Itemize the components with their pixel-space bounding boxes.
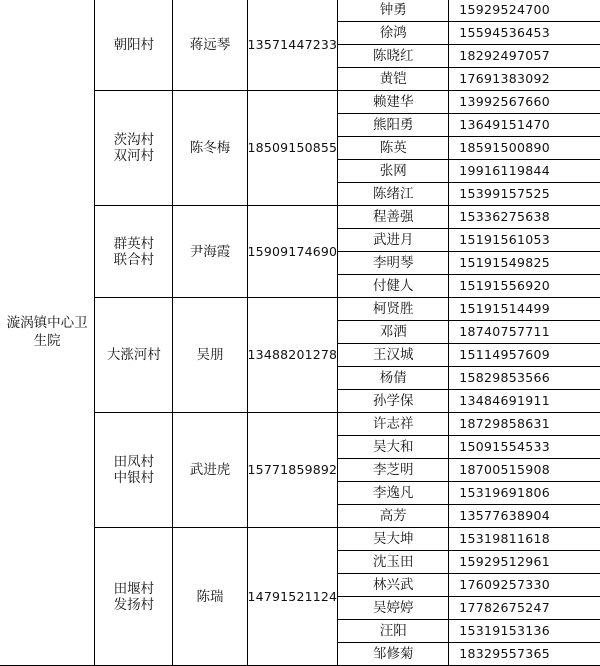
member-name: 邹修菊 bbox=[338, 643, 449, 666]
member-name: 邓洒 bbox=[338, 321, 449, 344]
member-name: 陈英 bbox=[338, 137, 449, 160]
member-phone: 15091554533 bbox=[449, 436, 600, 459]
member-phone: 18292497057 bbox=[449, 45, 600, 68]
village-name-line: 田堰村 bbox=[113, 580, 155, 597]
member-name: 程善强 bbox=[338, 206, 449, 229]
village-head-phone: 14791521124 bbox=[247, 528, 338, 666]
village-name-line: 田凤村 bbox=[113, 454, 155, 470]
member-name: 熊阳勇 bbox=[338, 114, 449, 137]
member-name: 王汉城 bbox=[338, 344, 449, 367]
village-name bbox=[95, 206, 173, 298]
member-phone: 15191549825 bbox=[449, 252, 600, 275]
member-name: 钟勇 bbox=[338, 0, 449, 22]
member-phone: 15319811618 bbox=[449, 528, 600, 551]
member-name: 李芝明 bbox=[338, 459, 449, 482]
member-name: 汪阳 bbox=[338, 620, 449, 643]
member-name: 李明琴 bbox=[338, 252, 449, 275]
village-name bbox=[95, 413, 173, 528]
village-head-phone: 15909174690 bbox=[247, 206, 338, 298]
member-name: 付健人 bbox=[338, 275, 449, 298]
village-name-line: 朝阳村 bbox=[113, 36, 155, 53]
table-row bbox=[0, 0, 600, 22]
member-phone: 15929512961 bbox=[449, 551, 600, 574]
member-name: 陈绪江 bbox=[338, 183, 449, 206]
village-name-line: 双河村 bbox=[113, 148, 155, 164]
member-phone: 18700515908 bbox=[449, 459, 600, 482]
village-name-line: 大涨河村 bbox=[106, 347, 161, 363]
member-name: 林兴武 bbox=[338, 574, 449, 597]
village-name-line: 联合村 bbox=[113, 251, 155, 268]
village-head-phone: 13488201278 bbox=[247, 298, 338, 413]
village-head: 吴朋 bbox=[173, 298, 247, 413]
member-phone: 15191556920 bbox=[449, 275, 600, 298]
member-phone: 15319153136 bbox=[449, 620, 600, 643]
member-phone: 17782675247 bbox=[449, 597, 600, 620]
member-phone: 15829853566 bbox=[449, 367, 600, 390]
member-phone: 13577638904 bbox=[449, 505, 600, 528]
member-name: 黄铠 bbox=[338, 68, 449, 91]
member-name: 许志祥 bbox=[338, 413, 449, 436]
member-name: 赖建华 bbox=[338, 91, 449, 114]
member-name: 吴大坤 bbox=[338, 528, 449, 551]
member-phone: 15399157525 bbox=[449, 183, 600, 206]
village-name-line: 发扬村 bbox=[113, 596, 155, 613]
village-name bbox=[95, 528, 173, 666]
village-head: 尹海霞 bbox=[173, 206, 247, 298]
member-name: 武进月 bbox=[338, 229, 449, 252]
member-phone: 17609257330 bbox=[449, 574, 600, 597]
member-phone: 15336275638 bbox=[449, 206, 600, 229]
member-name: 李逸凡 bbox=[338, 482, 449, 505]
village-name bbox=[95, 298, 173, 413]
member-name: 吴婷婷 bbox=[338, 597, 449, 620]
village-head-phone: 15771859892 bbox=[247, 413, 338, 528]
village-name-line: 中银村 bbox=[113, 470, 155, 486]
village-name bbox=[95, 91, 173, 206]
village-name bbox=[95, 0, 173, 91]
member-phone: 15319691806 bbox=[449, 482, 600, 505]
village-head-phone: 13571447233 bbox=[247, 0, 338, 91]
village-head: 蒋远琴 bbox=[173, 0, 247, 91]
member-phone: 15594536453 bbox=[449, 22, 600, 45]
member-name: 陈晓红 bbox=[338, 45, 449, 68]
member-name: 孙学保 bbox=[338, 390, 449, 413]
member-name: 高芳 bbox=[338, 505, 449, 528]
member-name: 张网 bbox=[338, 160, 449, 183]
hospital-name: 漩涡镇中心卫生院 bbox=[0, 0, 95, 666]
village-head: 陈瑞 bbox=[173, 528, 247, 666]
village-head: 陈冬梅 bbox=[173, 91, 247, 206]
member-phone: 13649151470 bbox=[449, 114, 600, 137]
member-name: 杨倩 bbox=[338, 367, 449, 390]
member-phone: 13484691911 bbox=[449, 390, 600, 413]
member-phone: 17691383092 bbox=[449, 68, 600, 91]
member-name: 吴大和 bbox=[338, 436, 449, 459]
member-phone: 18740757711 bbox=[449, 321, 600, 344]
member-phone: 18329557365 bbox=[449, 643, 600, 666]
member-phone: 15114957609 bbox=[449, 344, 600, 367]
member-name: 柯贤胜 bbox=[338, 298, 449, 321]
member-phone: 19916119844 bbox=[449, 160, 600, 183]
village-name-line: 茨沟村 bbox=[113, 132, 155, 148]
member-phone: 18729858631 bbox=[449, 413, 600, 436]
village-head-phone: 18509150855 bbox=[247, 91, 338, 206]
village-name-line: 群英村 bbox=[113, 235, 155, 252]
village-head: 武进虎 bbox=[173, 413, 247, 528]
member-name: 沈玉田 bbox=[338, 551, 449, 574]
member-phone: 13992567660 bbox=[449, 91, 600, 114]
member-phone: 18591500890 bbox=[449, 137, 600, 160]
member-phone: 15191514499 bbox=[449, 298, 600, 321]
member-name: 徐鸿 bbox=[338, 22, 449, 45]
member-phone: 15191561053 bbox=[449, 229, 600, 252]
member-phone: 15929524700 bbox=[449, 0, 600, 22]
